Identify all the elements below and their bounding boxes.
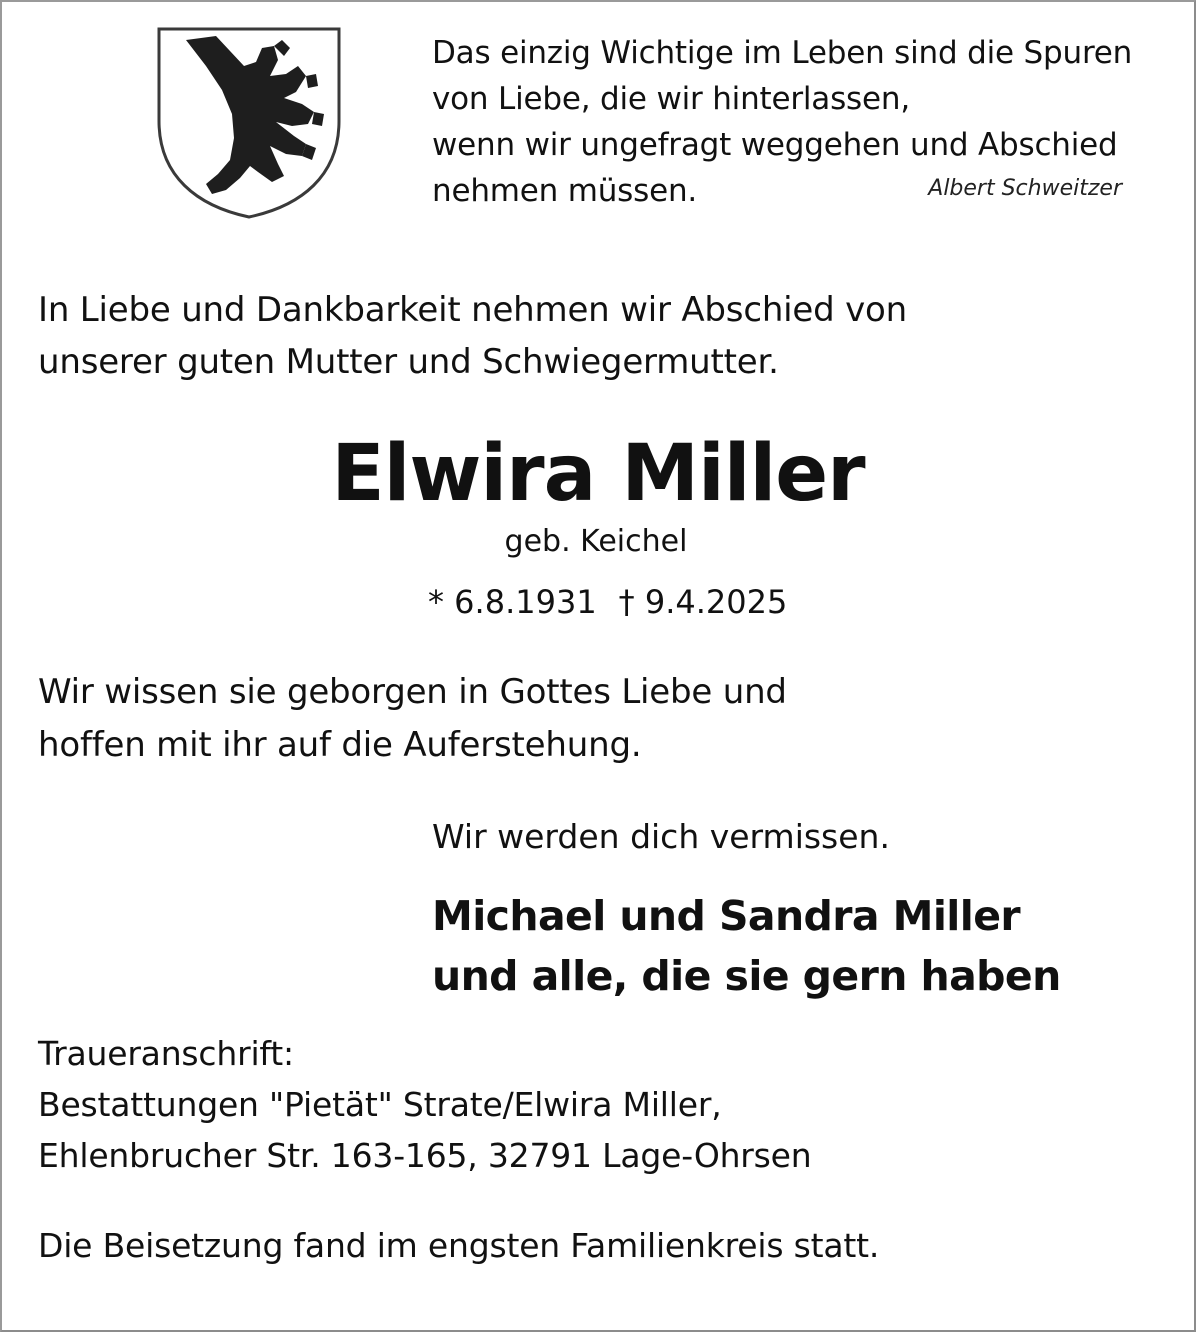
quote-line: nehmen müssen.: [432, 173, 698, 209]
miss-text: Wir werden dich vermissen.: [432, 817, 890, 856]
birth-name: geb. Keichel: [504, 524, 688, 559]
deceased-name: Elwira Miller: [331, 429, 865, 519]
mourners: [432, 886, 1061, 1006]
mourners-line: Michael und Sandra Miller: [432, 892, 1021, 940]
birth-date: * 6.8.1931: [428, 583, 597, 621]
intro-text: [38, 284, 907, 388]
address-line: Ehlenbrucher Str. 163-165, 32791 Lage-Ohrsen: [38, 1136, 812, 1175]
faith-text: [38, 666, 787, 772]
intro-line: unserer guten Mutter und Schwiegermutter.: [38, 342, 779, 382]
intro-line: In Liebe und Dankbarkeit nehmen wir Abschied von: [38, 290, 907, 330]
mourning-address: [38, 1028, 811, 1181]
coat-of-arms-stag-antler-icon: [156, 26, 342, 220]
mourners-line: und alle, die sie gern haben: [432, 952, 1061, 1000]
address-line: Bestattungen "Pietät" Strate/Elwira Miller,: [38, 1085, 722, 1124]
faith-line: Wir wissen sie geborgen in Gottes Liebe und: [38, 672, 787, 712]
burial-note: Die Beisetzung fand im engsten Familienkreis statt.: [38, 1226, 880, 1265]
death-date: † 9.4.2025: [618, 583, 788, 621]
quote-line: wenn wir ungefragt weggehen und Abschied: [432, 127, 1118, 163]
life-dates: [428, 578, 787, 626]
faith-line: hoffen mit ihr auf die Auferstehung.: [38, 725, 642, 765]
quote-line: Das einzig Wichtige im Leben sind die Spuren: [432, 35, 1133, 71]
quote-line: von Liebe, die wir hinterlassen,: [432, 81, 910, 117]
quote-author: Albert Schweitzer: [928, 176, 1122, 201]
address-heading: Traueranschrift:: [38, 1034, 294, 1073]
